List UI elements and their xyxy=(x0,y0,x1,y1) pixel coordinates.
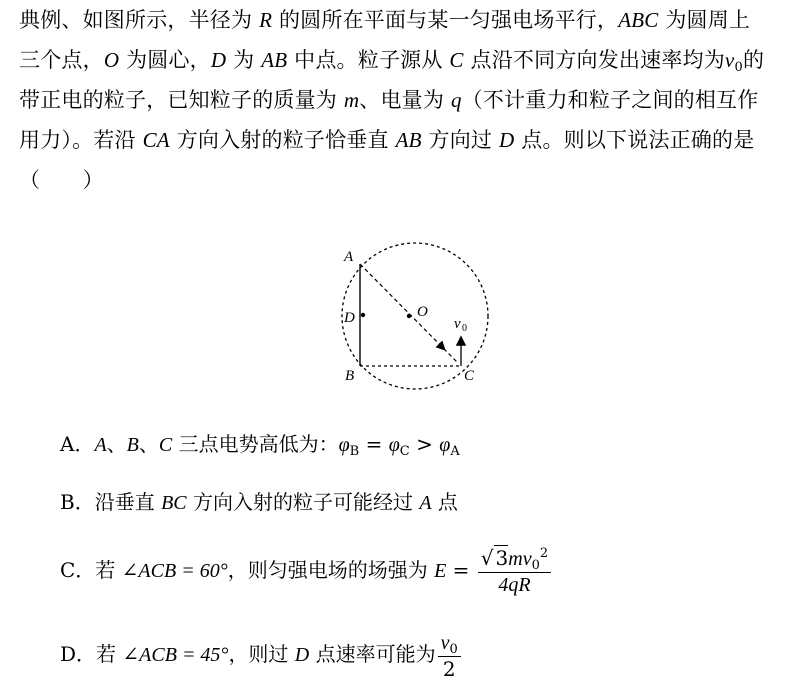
text: 的 xyxy=(742,48,765,72)
option-d xyxy=(60,630,463,681)
field-strength-fraction xyxy=(478,546,551,597)
subscript: A xyxy=(450,444,460,459)
text: > xyxy=(409,432,440,456)
var-D: D xyxy=(210,48,227,72)
label-C: C xyxy=(464,368,475,384)
radicand: 3 xyxy=(495,546,509,570)
label-A: A xyxy=(344,249,354,265)
label-D: D xyxy=(344,310,355,326)
text: 为圆心， xyxy=(119,48,211,72)
text: 中点。粒子源从 xyxy=(287,48,450,72)
var-C: C xyxy=(449,48,464,72)
var: v xyxy=(440,632,450,654)
text: 为圆周上 xyxy=(658,8,751,32)
text: 方向过 xyxy=(421,128,499,152)
label-B: B xyxy=(345,368,355,384)
circle-diagram xyxy=(330,240,500,390)
subscript: 0 xyxy=(531,558,540,573)
point-O xyxy=(407,314,411,318)
text: 典例、如图所示，半径为 xyxy=(19,8,260,32)
var-O: O xyxy=(103,48,120,72)
speed-fraction xyxy=(438,630,461,681)
option-letter: A． xyxy=(60,432,95,456)
option-b xyxy=(60,486,458,515)
phi: φ xyxy=(439,434,451,456)
text: 方向入射的粒子可能经过 xyxy=(186,490,420,514)
subscript: 0 xyxy=(734,60,743,75)
phi: φ xyxy=(338,434,350,456)
option-letter: D． xyxy=(60,642,97,666)
phi: φ xyxy=(388,434,400,456)
label-O: O xyxy=(417,304,428,320)
var-m: m xyxy=(343,88,360,112)
var: E xyxy=(434,560,447,582)
var: C xyxy=(158,434,173,456)
var-D: D xyxy=(499,128,515,152)
option-c xyxy=(60,546,553,597)
text: 点速率可能为 xyxy=(309,642,436,666)
subscript: C xyxy=(399,444,410,459)
var: D xyxy=(294,644,310,666)
text: 点 xyxy=(431,490,458,514)
question-line-1 xyxy=(19,0,779,40)
text: = xyxy=(359,432,389,456)
text: 三个点， xyxy=(19,48,104,72)
denominator: 2 xyxy=(442,657,456,681)
var-v: v xyxy=(724,48,735,72)
angle: ∠ACB = 60° xyxy=(121,560,228,582)
var-R: R xyxy=(259,8,273,32)
numerator xyxy=(478,546,551,573)
text: 若 xyxy=(95,558,122,582)
text: 用力）。若沿 xyxy=(19,128,143,152)
subscript: 0 xyxy=(449,642,458,657)
question-line-4 xyxy=(19,120,779,160)
text: ，则匀强电场的场强为 xyxy=(227,558,435,582)
option-letter: C． xyxy=(60,558,96,582)
text: ，则过 xyxy=(228,642,295,666)
text: 的圆所在平面与某一匀强电场平行， xyxy=(272,8,619,32)
question-stem xyxy=(19,0,779,200)
angle: ∠ACB = 45° xyxy=(122,644,229,666)
superscript: 2 xyxy=(539,546,549,561)
sqrt: √ 3 xyxy=(480,546,509,570)
numerator xyxy=(438,630,461,657)
var: A xyxy=(94,434,107,456)
text: 沿垂直 xyxy=(94,490,162,514)
var-AB: AB xyxy=(261,48,288,72)
point-D xyxy=(361,313,365,317)
text: 、 xyxy=(138,432,159,456)
text: 为 xyxy=(226,48,262,72)
text: （不计重力和粒子之间的相互作 xyxy=(461,88,759,112)
subscript: B xyxy=(349,444,360,459)
option-a xyxy=(60,428,460,457)
text: 带正电的粒子，已知粒子的质量为 xyxy=(19,88,344,112)
var: A xyxy=(419,492,432,514)
question-line-2 xyxy=(19,40,779,80)
var-q: q xyxy=(450,88,462,112)
answer-blank: （ ） xyxy=(19,168,104,192)
option-letter: B． xyxy=(60,490,95,514)
var-CA: CA xyxy=(142,128,170,152)
label-v: v xyxy=(454,316,461,332)
text: 点。则以下说法正确的是 xyxy=(514,128,755,152)
denominator: 4qR xyxy=(498,574,531,596)
text: 三点电势高低为： xyxy=(172,432,339,456)
label-v-sub: 0 xyxy=(462,323,467,334)
var-AB: AB xyxy=(395,128,422,152)
text: 点沿不同方向发出速率均为 xyxy=(463,48,725,72)
var: mv xyxy=(508,548,532,570)
text: = xyxy=(446,558,476,582)
var: BC xyxy=(161,492,187,514)
var-ABC: ABC xyxy=(618,8,659,32)
text: 、 xyxy=(106,432,127,456)
text: 方向入射的粒子恰垂直 xyxy=(169,128,396,152)
question-line-3 xyxy=(19,80,779,120)
var: B xyxy=(126,434,139,456)
arrow-CA xyxy=(439,344,444,349)
text: 若 xyxy=(96,642,123,666)
text: 、电量为 xyxy=(359,88,451,112)
